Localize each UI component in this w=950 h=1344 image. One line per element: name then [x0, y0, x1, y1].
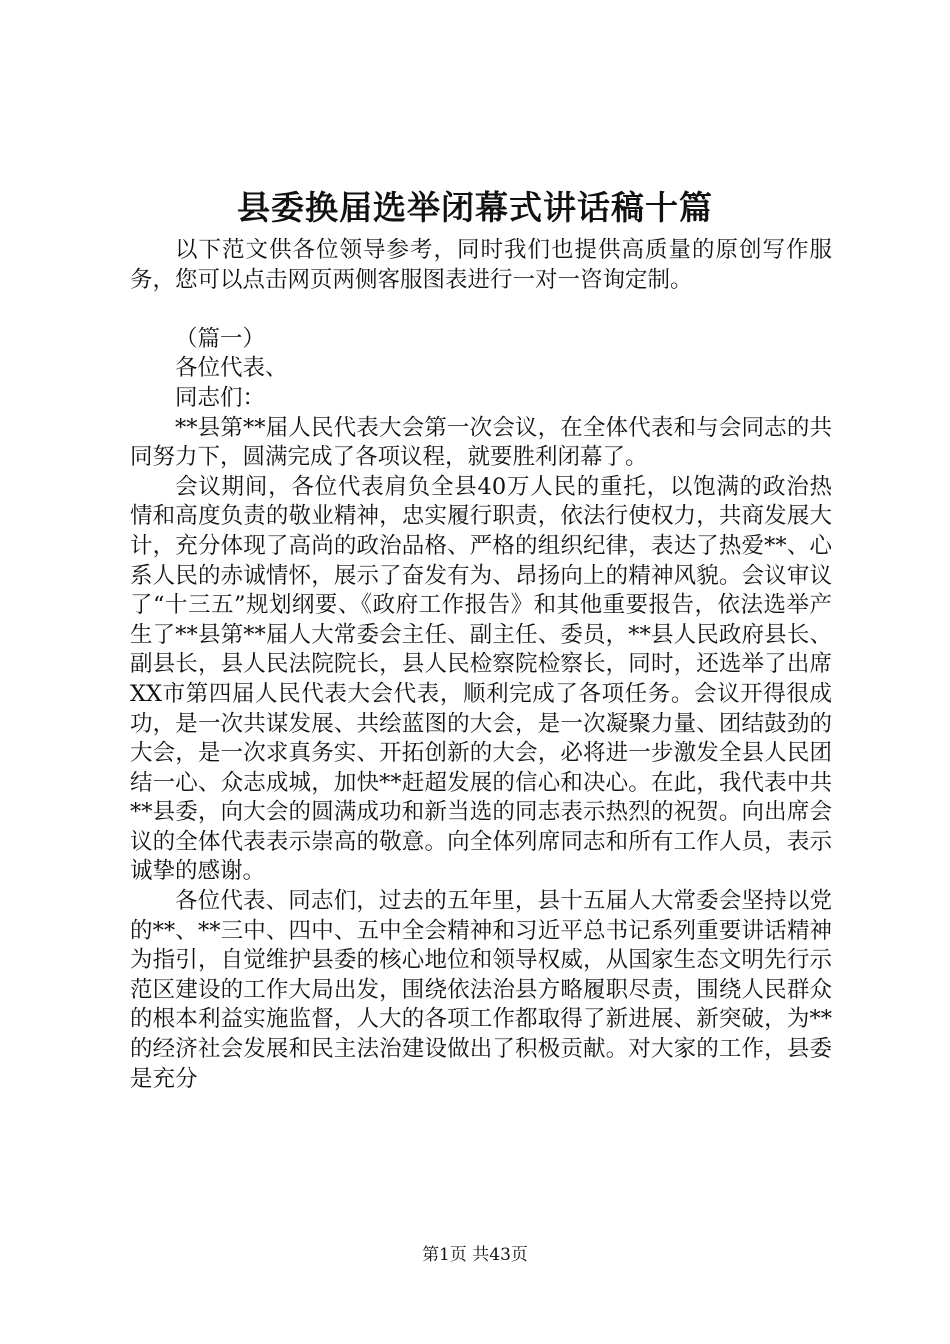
salutation-line-1: 各位代表、 — [175, 355, 288, 382]
blank-line — [130, 295, 832, 325]
body-paragraph-1: **县第**届人民代表大会第一次会议，在全体代表和与会同志的共同努力下，圆满完成了各项议程，就要胜利闭幕了。 — [130, 414, 832, 471]
body-paragraph-2: 会议期间，各位代表肩负全县40万人民的重托，以饱满的政治热情和高度负责的敬业精神，忠实履行职责，依法行使权力，共商发展大计，充分体现了高尚的政治品格、严格的组织纪律，表达了热爱**、心系人民的赤诚情怀，展示了奋发有为、昂扬向上的精神风貌。会议审议了“十三五”规划纲要、《政府工作报告》和其他重要报告，依法选举产生了**县第**届人大常委会主任、副主任、委员，**县人民政府县长、副县长，县人民法院院长，县人民检察院检察长，同时，还选举了出席XX市第四届人民代表大会代表，顺利完成了各项任务。会议开得很成功，是一次共谋发展、共绘蓝图的大会，是一次凝聚力量、团结鼓劲的大会，是一次求真务实、开拓创新的大会，必将进一步激发全县人民团结一心、众志成城，加快**赶超发展的信心和决心。在此，我代表中共**县委，向大会的圆满成功和新当选的同志表示热烈的祝贺。向出席会议的全体代表表示崇高的敬意。向全体列席同志和所有工作人员，表示诚挚的感谢。 — [130, 473, 832, 885]
intro-paragraph: 以下范文供各位领导参考，同时我们也提供高质量的原创写作服务，您可以点击网页两侧客服图表进行一对一咨询定制。 — [130, 237, 832, 293]
salutation-line-2: 同志们： — [175, 384, 266, 411]
document-body — [130, 236, 832, 1094]
section-label: （篇一） — [175, 325, 266, 352]
document-title: 县委换届选举闭幕式讲话稿十篇 — [237, 188, 713, 227]
body-paragraph-3: 各位代表、同志们，过去的五年里，县十五届人大常委会坚持以党的**、**三中、四中、五中全会精神和习近平总书记系列重要讲话精神为指引，自觉维护县委的核心地位和领导权威，从国家生态文明先行示范区建设的工作大局出发，围绕依法治县方略履职尽责，围绕人民群众的根本利益实施监督，人大的各项工作都取得了新进展、新突破，为**的经济社会发展和民主法治建设做出了积极贡献。对大家的工作，县委是充分 — [130, 888, 832, 1092]
page-footer: 第1页 共43页 — [422, 1245, 528, 1265]
